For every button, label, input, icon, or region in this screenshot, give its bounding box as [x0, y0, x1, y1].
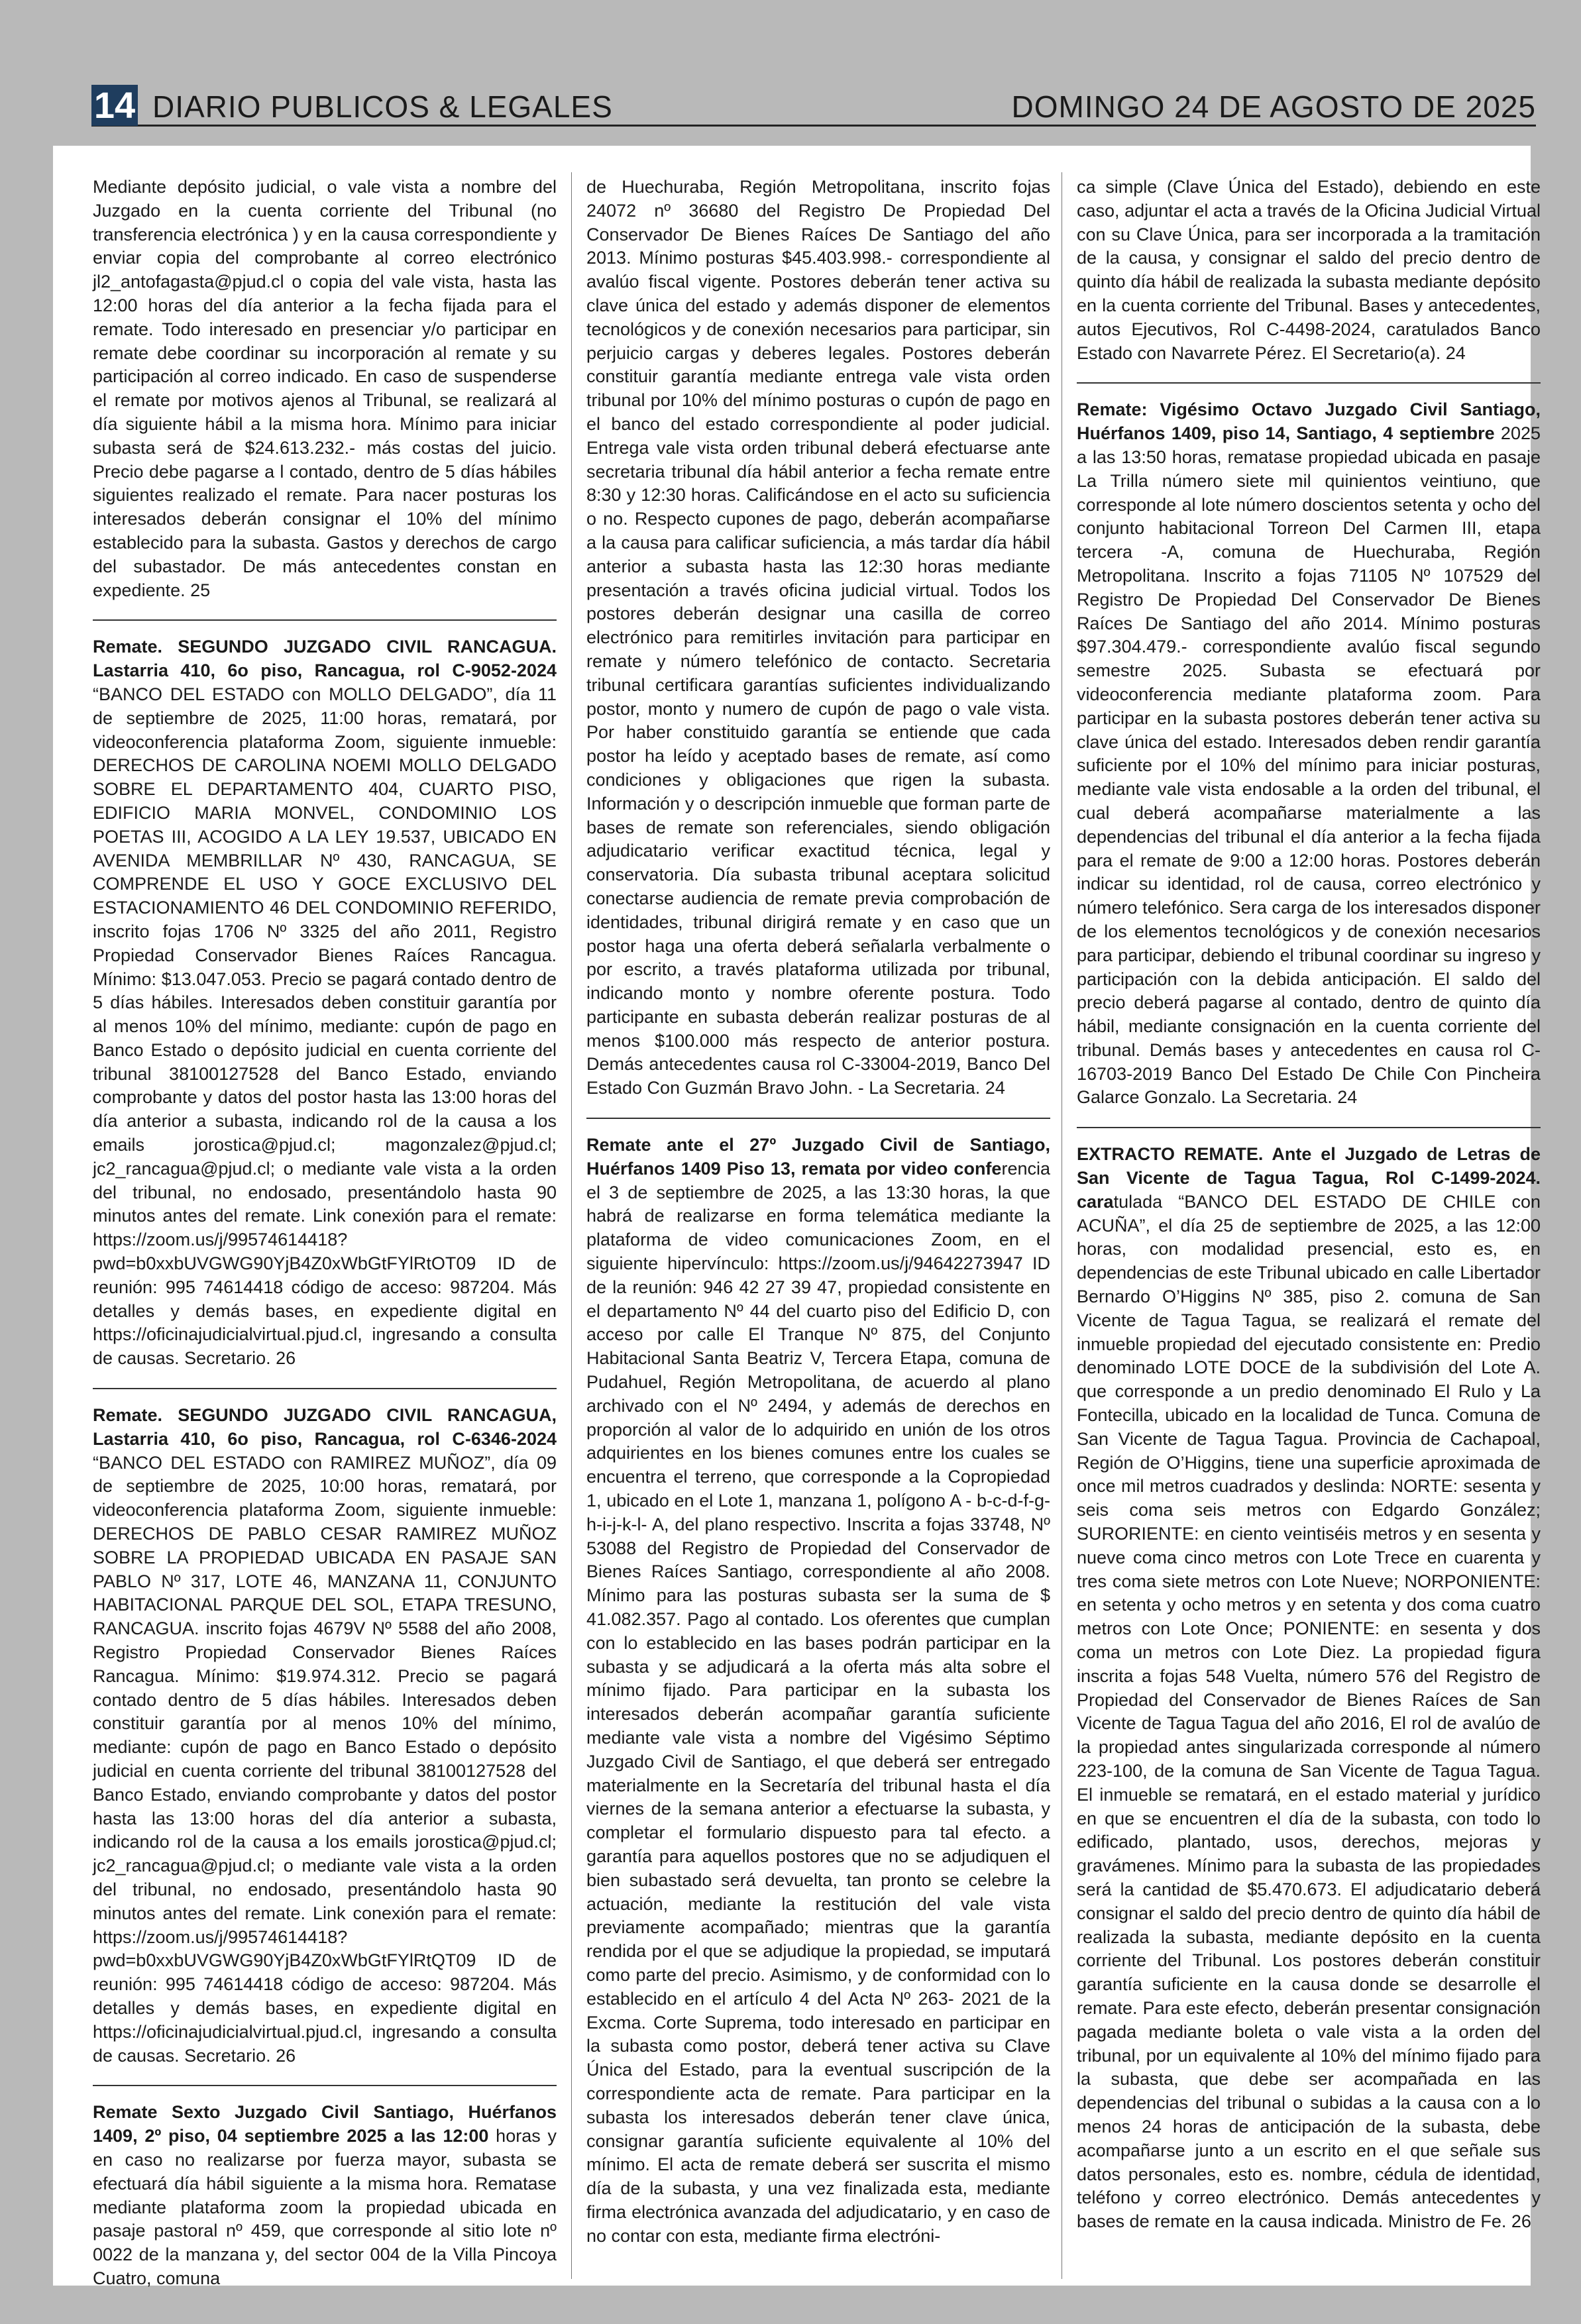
notice-separator [1077, 1127, 1541, 1128]
notice-heading: Remate. SEGUNDO JUZGADO CIVIL RANCAGUA. Lastarria 410, 6o piso, Rancagua, rol C-9052-2024 [93, 637, 557, 681]
page-header [91, 85, 1536, 127]
notice-body: tulada “BANCO DEL ESTADO DE CHILE con ACUÑA”, el día 25 de septiembre de 2025, a las 12:00 horas, con modalidad presencial, esto es, en dependencias de este Tribunal ubicado en calle Libertador Bernardo O’Higgins Nº 385, piso 2. comuna de San Vicente de Tagua Tagua, se realizará el remate del inmueble propiedad del ejecutado consistente en: Predio denominado LOTE DOCE de la subdivisión del Lote A. que corresponde a un predio denominado El Rulo y La Fontecilla, ubicado en la localidad de Tunca. Comuna de San Vicente de Tagua Tagua. Provincia de Cachapoal, Región de O’Higgins, tiene una superficie aproximada de once mil metros cuadrados y deslinda: NORTE: sesenta y seis coma seis metros con Edgardo González; SURORIENTE: en ciento veintiséis metros y en sesenta y nueve coma cinco metros con Lote Trece en cuarenta y tres coma siete metros con Lote Nueve; NORPONIENTE: en setenta y ocho metros y en setenta y dos coma cuatro metros con Lote Once; PONIENTE: en sesenta y dos coma un metros con Lote Diez. La propiedad figura inscrita a fojas 548 Vuelta, número 576 del Registro de Propiedad del Conservador de Bienes Raíces de San Vicente de Tagua Tagua del año 2016, El rol de avalúo de la propiedad antes singularizada corresponde al número 223-100, de la comuna de San Vicente de Tagua Tagua. El inmueble se rematará, en el estado material y jurídico en que se encuentren el día de la subasta, con todo lo edificado, plantado, usos, derechos, mejoras y gravámenes. Mínimo para la subasta de las propiedades será la cantidad de $5.470.673. El adjudicatario deberá consignar el saldo del precio dentro de quinto día hábil de realizada la subasta, mediante depósito en la cuenta corriente del Tribunal. Los postores deberán constituir garantía suficiente en la causa donde se desarrolle el remate. Para este efecto, deberán presentar consignación pagada mediante boleta o vale vista a la orden del tribunal, por un equivalente al 10% del mínimo fijado para la subasta, que debe ser acompañada en las dependencias del tribunal o subidas a la causa con a lo menos 24 horas de anticipación de la subasta, debe acompañarse junto a un escrito en el que señale sus datos personales, esto es. nombre, cédula de identidad, teléfono y correo electrónico. Demás antecedentes y bases de remate en la causa indicada. Ministro de Fe. 26 [1077, 1191, 1541, 2232]
legal-notice [93, 2101, 557, 2303]
notice-heading: EXTRACTO REMATE. Ante el Juzgado de Letras de San Vicente de Tagua Tagua, Rol C-1499-2024. cara [1077, 1144, 1541, 1212]
notice-body: “BANCO DEL ESTADO con RAMIREZ MUÑOZ”, día 09 de septiembre de 2025, 10:00 horas, rematará, por videoconferencia plataforma Zoom, siguiente inmueble: DERECHOS DE PABLO CESAR RAMIREZ MUÑOZ SOBRE LA PROPIEDAD UBICADA EN PASAJE SAN PABLO Nº 317, LOTE 46, MANZANA 11, CONJUNTO HABITACIONAL PARQUE DEL SOL, ETAPA TRESUNO, RANCAGUA. inscrito fojas 4679V Nº 5588 del año 2008, Registro Propiedad Conservador Bienes Raíces Rancagua. Mínimo: $19.974.312. Precio se pagará contado dentro de 5 días hábiles. Interesados deben constituir garantía por al menos 10% del mínimo, mediante: cupón de pago en Banco Estado o depósito judicial en cuenta corriente del tribunal 38100127528 del Banco Estado, enviando comprobante y datos del postor hasta las 13:00 horas del día anterior a subasta, indicando rol de la causa a los emails jorostica@pjud.cl; jc2_rancagua@pjud.cl; o mediante vale vista a la orden del tribunal, no endosado, presentándolo hasta 90 minutos antes del remate. Link conexión para el remate: https://zoom.us/j/99574614418?pwd=b0xxbUVGWG90YjB4Z0xWbGtFYlRtQT09 ID de reunión: 995 74614418 código de acceso: 987204. Más detalles y demás bases, en expediente digital en https://oficinajudicialvirtual.pjud.cl, ingresando a consulta de causas. Secretario. 26 [93, 1452, 557, 2066]
notice-separator [586, 1118, 1050, 1119]
notice-body: horas y en caso no realizarse por fuerza mayor, subasta se efectuará día hábil siguiente a la misma hora. Rematase mediante plataforma zoom la propiedad ubicada en pasaje pastoral nº 459, que corresponde al sitio lote nº 0022 de la manzana y, del sector 004 de la Villa Pincoya Cuatro, comuna [93, 2126, 557, 2288]
legal-notice [93, 1404, 557, 2081]
legal-notice [93, 176, 557, 615]
legal-notice [586, 1134, 1050, 2261]
legal-notice [1077, 176, 1541, 378]
legal-notice [586, 176, 1050, 1114]
notice-body: ca simple (Clave Única del Estado), debiendo en este caso, adjuntar el acta a través de la Oficina Judicial Virtual con su Clave Única, para ser incorporada a la tramitación de la causa, y consignar el saldo del precio dentro de quinto día hábil de realizada la subasta mediante depósito en la cuenta corriente del Tribunal. Bases y antecedentes, autos Ejecutivos, Rol C-4498-2024, caratulados Banco Estado con Navarrete Pérez. El Secretario(a). 24 [1077, 177, 1541, 363]
newspaper-page [53, 146, 1541, 2288]
notice-separator [1077, 382, 1541, 384]
column-2 [586, 176, 1050, 2276]
legal-notice [1077, 398, 1541, 1123]
notice-separator [93, 1388, 557, 1389]
legal-notice [93, 635, 557, 1384]
notice-separator [93, 2085, 557, 2086]
notice-heading: Remate: Vigésimo Octavo Juzgado Civil Santiago, Huérfanos 1409, piso 14, Santiago, 4 septiembre [1077, 399, 1541, 444]
notice-body: Mediante depósito judicial, o vale vista a nombre del Juzgado en la cuenta corriente del Tribunal (no transferencia electrónica ) y en la causa correspondiente y enviar copia del comprobante al correo electrónico jl2_antofagasta@pjud.cl o copia del vale vista, hasta las 12:00 horas del día anterior a la fecha fijada para el remate. Todo interesado en presenciar y/o participar en remate debe coordinar su incorporación al remate y su participación al correo indicado. En caso de suspenderse el remate por motivos ajenos al Tribunal, se realizará al día siguiente hábil a la misma hora. Mínimo para iniciar subasta será de $24.613.232.- más costas del juicio. Precio debe pagarse a l contado, dentro de 5 días hábiles siguientes realizado el remate. Para nacer posturas los interesados deberán consignar el 10% del mínimo establecido para la subasta. Gastos y derechos de cargo del subastador. De más antecedentes constan en expediente. 25 [93, 177, 557, 600]
legal-notice [1077, 1143, 1541, 2247]
notice-heading: Remate ante el 27º Juzgado Civil de Santiago, Huérfanos 1409 Piso 13, remata por video confe [586, 1135, 1050, 1179]
notice-body: de Huechuraba, Región Metropolitana, inscrito fojas 24072 nº 36680 del Registro De Propiedad Del Conservador De Bienes Raíces De Santiago del año 2013. Mínimo posturas $45.403.998.- correspondiente al avalúo fiscal vigente. Postores deberán tener activa su clave única del estado y además disponer de elementos tecnológicos y de conexión necesarios para participar, sin perjuicio cargas y deberes legales. Postores deberán constituir garantía mediante entrega vale vista orden tribunal por 10% del mínimo posturas o cupón de pago en el banco del estado correspondiente al poder judicial. Entrega vale vista orden tribunal deberá efectuarse ante secretaria tribunal día hábil anterior a fecha remate entre 8:30 y 12:30 horas. Calificándose en el acto su suficiencia o no. Respecto cupones de pago, deberán acompañarse a la causa para calificar suficiencia, a más tardar día hábil anterior a subasta hasta las 12:30 horas mediante presentación a través oficina judicial virtual. Todos los postores deberán designar una casilla de correo electrónico para remitirles invitación para participar en remate y número telefónico de contacto. Secretaria tribunal certificara garantías suficientes individualizando postor, monto y numero de cupón de pago o vale vista. Por haber constituido garantía se entiende que cada postor ha leído y aceptado bases de remate, así como condiciones y obligaciones que rigen la subasta. Información y o descripción inmueble que forman parte de bases de remate son referenciales, siendo obligación adjudicatario verificar exactitud técnica, legal y conservatoria. Día subasta tribunal aceptara solicitud conectarse audiencia de remate previa comprobación de identidades, tribunal dirigirá remate y en caso que un postor haga una oferta deberá señalarla verbalmente o por escrito, a través plataforma utilizada por tribunal, indicando monto y nombre oferente postura. Todo participante en subasta deberán realizar posturas de al menos $100.000 más respecto de anterior postura. Demás antecedentes causa rol C-33004-2019, Banco Del Estado Con Guzmán Bravo John. - La Secretaria. 24 [586, 177, 1050, 1098]
column-3 [1077, 176, 1541, 2276]
notice-separator [93, 619, 557, 621]
notice-body: rencia el 3 de septiembre de 2025, a las 13:30 horas, la que habrá de realizarse en forma telemática mediante la plataforma de video comunicaciones Zoom, en el siguiente hipervínculo: https://zoom.us/j/9464227394​7 ID de la reunión: 946 42 27 39 47, propiedad consistente en el departamento Nº 44 del cuarto piso del Edificio D, con acceso por calle El Tranque Nº 875, del Conjunto Habitacional Santa Beatriz V, Tercera Etapa, comuna de Pudahuel, Región Metropolitana, de acuerdo al plano archivado con el Nº 2494, y además de derechos en proporción al valor de lo adquirido en unión de los otros adquirientes en los bienes comunes entre los cuales se encuentra el terreno, que corresponde a la Copropiedad 1, ubicado en el Lote 1, manzana 1, polígono A - b-c-d-f-g-h-i-j-k-l- A, del plano respectivo. Inscrita a fojas 33748, Nº 53088 del Registro de Propiedad del Conservador de Bienes Raíces Santiago, correspondiente al año 2008. Mínimo para las posturas subasta ser la suma de $ 41.082.357. Pago al contado. Los oferentes que cumplan con lo establecido en las bases podrán participar en la subasta y se adjudicará a la oferta más alta sobre el mínimo fijado. Para participar en la subasta los interesados deberán acompañar garantía suficiente mediante vale vista a nombre del Vigésimo Séptimo Juzgado Civil de Santiago, el que deberá ser entregado materialmente en la Secretaría del tribunal hasta el día viernes de la semana anterior a efectuarse la subasta, y completar el formulario dispuesto para tal efecto. a garantía para aquellos postores que no se adjudiquen el bien subastado será devuelta, tan pronto se celebre la actuación, mediante la restitución del vale vista previamente acompañado; mientras que la garantía rendida por el que se adjudique la propiedad, se imputará como parte del precio. Asimismo, y de conformidad con lo establecido en el artículo 4 del Acta Nº 263- 2021 de la Excma. Corte Suprema, todo interesado en participar en la subasta como postor, deberá tener activa su Clave Única del Estado, para la eventual suscripción de la correspondiente acta de remate. Para participar en la subasta los interesados deberán tener clave única, consignar garantía suficiente equivalente al 10% del mínimo. El acta de remate deberá ser suscrita el mismo día de la subasta, y una vez finalizada esta, mediante firma electrónica avanzada del adjudicatario, y en caso de no contar con esta, mediante firma electróni- [586, 1158, 1050, 2246]
notice-body: “BANCO DEL ESTADO con MOLLO DELGADO”, día 11 de septiembre de 2025, 11:00 horas, rematará, por videoconferencia plataforma Zoom, siguiente inmueble: DERECHOS DE CAROLINA NOEMI MOLLO DELGADO SOBRE EL DEPARTAMENTO 404, CUARTO PISO, EDIFICIO MARIA MONVEL, CONDOMINIO LOS POETAS III, ACOGIDO A LA LEY 19.537, UBICADO EN AVENIDA MEMBRILLAR Nº 430, RANCAGUA, SE COMPRENDE EL USO Y GOCE EXCLUSIVO DEL ESTACIONAMIENTO 46 DEL CONDOMINIO REFERIDO, inscrito fojas 1706 Nº 3325 del año 2011, Registro Propiedad Conservador Bienes Raíces Rancagua. Mínimo: $13.047.053. Precio se pagará contado dentro de 5 días hábiles. Interesados deben constituir garantía por al menos 10% del mínimo, mediante: cupón de pago en Banco Estado o depósito judicial en cuenta corriente del tribunal 38100127528 del Banco Estado, enviando comprobante y datos del postor hasta las 13:00 horas del día anterior a subasta, indicando rol de la causa a los emails jorostica@pjud.cl; magonzalez@pjud.cl; jc2_rancagua@pjud.cl; o mediante vale vista a la orden del tribunal, no endosado, presentándolo hasta 90 minutos antes del remate. Link conexión para el remate: https://zoom.us/j/99574614418?pwd=b0xxbUVGWG90YjB4Z0xWbGtFYlRtOT09 ID de reunión: 995 74614418 código de acceso: 987204. Más detalles y demás bases, en expediente digital en https://oficinajudicialvirtual.pjud.cl, ingresando a consulta de causas. Secretario. 26 [93, 684, 557, 1369]
column-divider [571, 172, 572, 2279]
notice-heading: Remate. SEGUNDO JUZGADO CIVIL RANCAGUA, Lastarria 410, 6o piso, Rancagua, rol C-6346-2024 [93, 1405, 557, 1449]
notice-body: 2025 a las 13:50 horas, rematase propiedad ubicada en pasaje La Trilla número siete mil quinientos veintiuno, que corresponde al lote número doscientos setenta y ocho del conjunto habitacional Torreon Del Carmen III, etapa tercera -A, comuna de Huechuraba, Región Metropolitana. Inscrito a fojas 71105 Nº 107529 del Registro De Propiedad Del Conservador De Bienes Raíces De Santiago del año 2014. Mínimo posturas $97.304.479.- correspondiente avalúo fiscal segundo semestre 2025. Subasta se efectuará por videoconferencia mediante plataforma zoom. Para participar en la subasta postores deberán tener activa su clave única del estado. Interesados deben rendir garantía suficiente por el 10% del mínimo para iniciar posturas, mediante vale vista endosable a la orden del tribunal, el cual deberá acompañarse materialmente a las dependencias del tribunal el día anterior a la fecha fijada para el remate de 9:00 a 12:00 horas. Postores deberán indicar su identidad, rol de causa, correo electrónico y número telefónico. Sera carga de los interesados disponer de los elementos tecnológicos y de conexión necesarios para participar, debiendo el tribunal coordinar su ingreso y participación con la debida anticipación. El saldo del precio deberá pagarse al contado, dentro de quinto día hábil, mediante consignación en la cuenta corriente del tribunal. Demás bases y antecedentes en causa rol C-16703-2019 Banco Del Estado De Chile Con Pincheira Galarce Gonzalo. La Secretaria. 24 [1077, 423, 1541, 1108]
header-date: DOMINGO 24 DE AGOSTO DE 2025 [1011, 89, 1536, 124]
column-1 [93, 176, 557, 2288]
notice-heading: Remate Sexto Juzgado Civil Santiago, Huérfanos 1409, 2º piso, 04 septiembre 2025 a las 12:00 [93, 2102, 557, 2146]
section-title: DIARIO PUBLICOS & LEGALES [152, 89, 613, 124]
page-number: 14 [91, 85, 138, 126]
